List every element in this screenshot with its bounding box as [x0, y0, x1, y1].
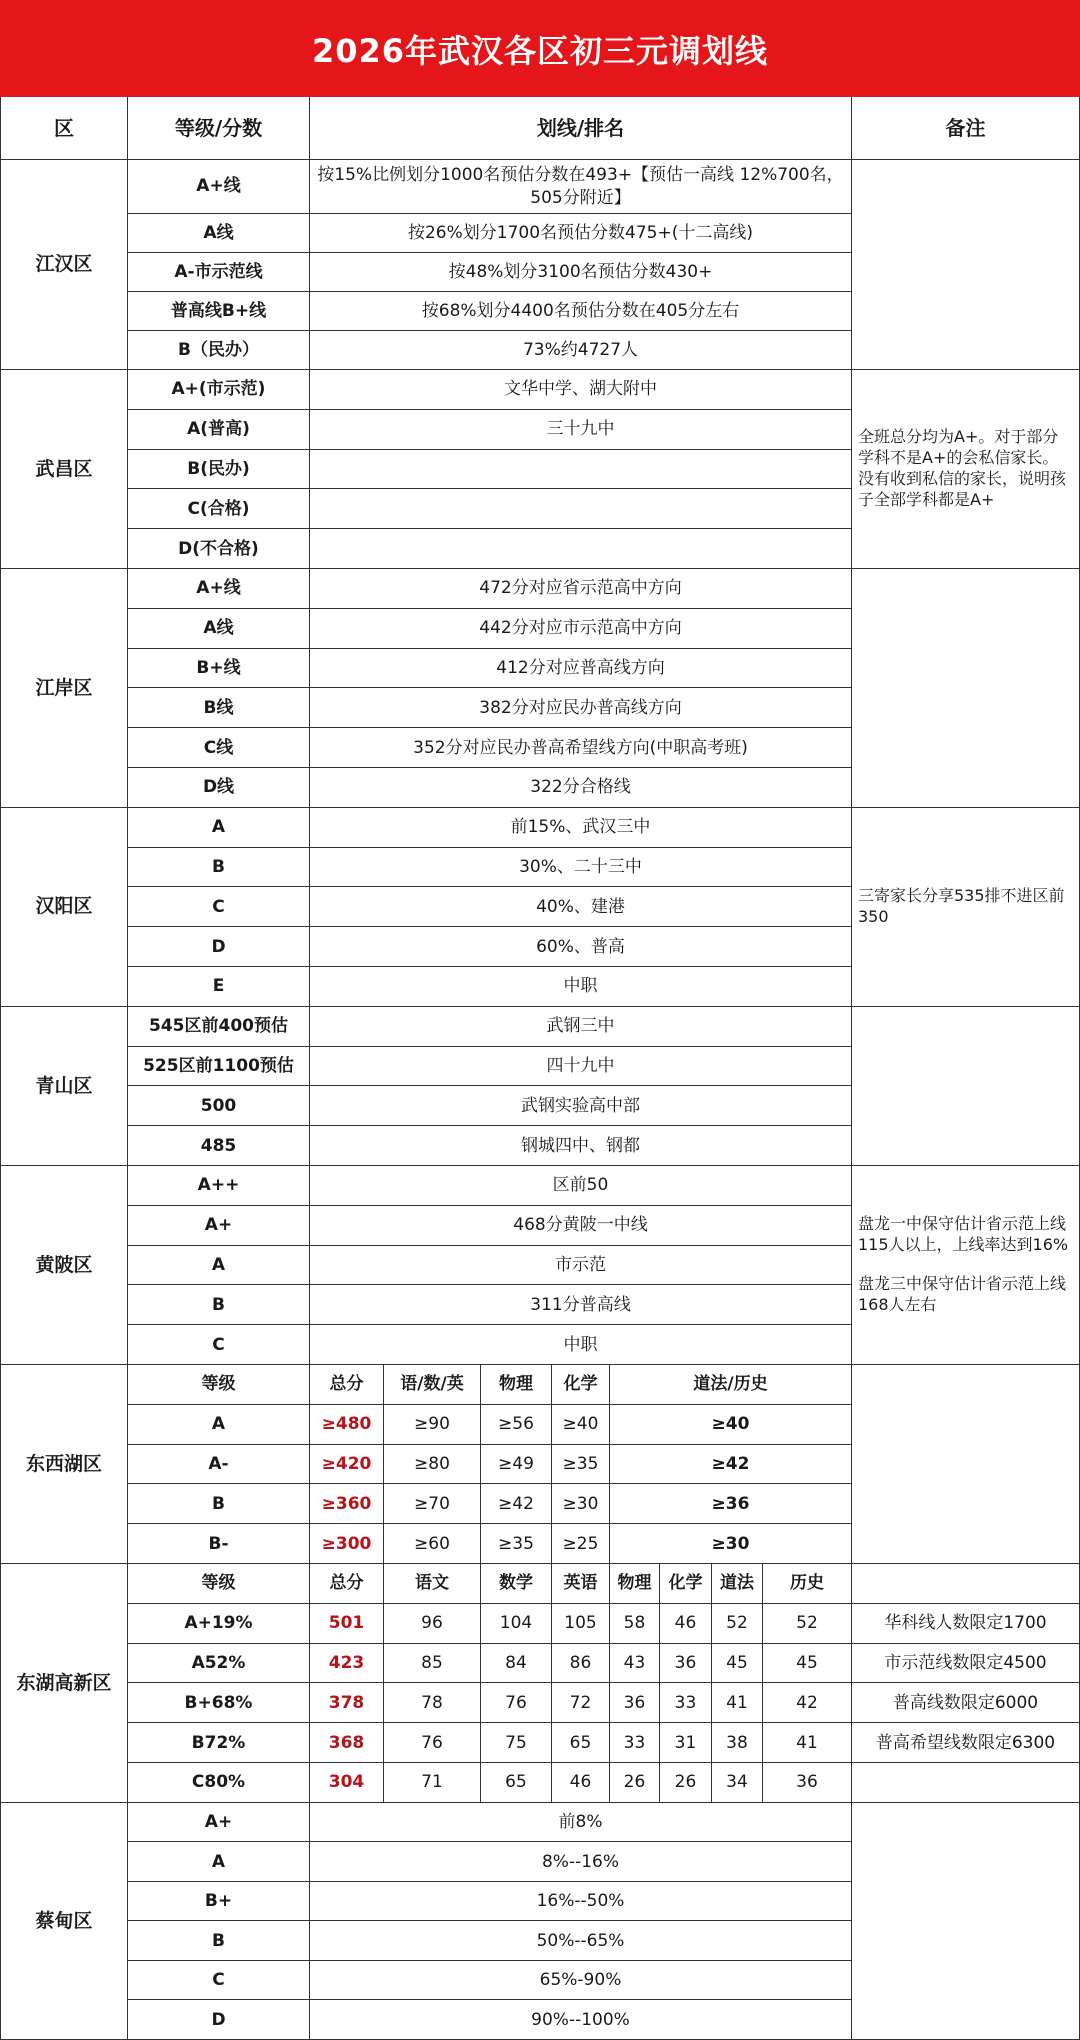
- donghu-cell: 304: [310, 1763, 384, 1803]
- donghu-cell: 43: [610, 1644, 660, 1684]
- line-cell: 文华中学、湖大附中: [310, 370, 852, 410]
- dongxihu-cell: ≥36: [610, 1484, 852, 1524]
- line-cell: 前15%、武汉三中: [310, 808, 852, 848]
- grade-cell: B: [128, 1285, 310, 1325]
- donghu-header: 语文: [384, 1564, 481, 1604]
- header-note: 备注: [852, 97, 1080, 160]
- donghu-cell: 104: [481, 1604, 552, 1644]
- line-cell: 中职: [310, 967, 852, 1007]
- line-cell: 50%--65%: [310, 1921, 852, 1961]
- donghu-cell: 36: [610, 1683, 660, 1723]
- donghu-cell: 96: [384, 1604, 481, 1644]
- line-cell: 412分对应普高线方向: [310, 649, 852, 689]
- grade-cell: E: [128, 967, 310, 1007]
- donghu-note-blank: [852, 1564, 1080, 1604]
- note-gap: [858, 1256, 1073, 1274]
- donghu-cell: 34: [712, 1763, 763, 1803]
- grade-cell: A: [128, 1246, 310, 1286]
- dongxihu-cell: A: [128, 1405, 310, 1445]
- district-huangpi: 黄陂区: [0, 1166, 128, 1365]
- grade-cell: A-市示范线: [128, 253, 310, 292]
- grade-cell: A+(市示范): [128, 370, 310, 410]
- donghu-cell: 52: [712, 1604, 763, 1644]
- donghu-cell: 38: [712, 1723, 763, 1763]
- donghu-cell: 33: [610, 1723, 660, 1763]
- dongxihu-cell: ≥42: [481, 1484, 552, 1524]
- dongxihu-header: 物理: [481, 1365, 552, 1405]
- line-cell: 钢城四中、钢都: [310, 1126, 852, 1166]
- grade-cell: C(合格): [128, 489, 310, 529]
- note-wuchang: [852, 370, 1080, 569]
- grade-cell: 525区前1100预估: [128, 1047, 310, 1087]
- line-cell: 三十九中: [310, 410, 852, 450]
- donghu-cell: A+19%: [128, 1604, 310, 1644]
- note-text: [858, 427, 1073, 510]
- district-donghu: 东湖高新区: [0, 1564, 128, 1803]
- note-paragraph: 三寄家长分享535排不进区前350: [858, 886, 1065, 926]
- donghu-cell: 26: [610, 1763, 660, 1803]
- line-cell: 468分黄陂一中线: [310, 1206, 852, 1246]
- grade-cell: A: [128, 1842, 310, 1882]
- note-jiangan: [852, 569, 1080, 808]
- donghu-cell: 78: [384, 1683, 481, 1723]
- donghu-cell: 423: [310, 1644, 384, 1684]
- donghu-header: 道法: [712, 1564, 763, 1604]
- dongxihu-header: 语/数/英: [384, 1365, 481, 1405]
- district-jiangan: 江岸区: [0, 569, 128, 808]
- grade-cell: A+线: [128, 160, 310, 214]
- grade-cell: D: [128, 927, 310, 967]
- grade-cell: 500: [128, 1086, 310, 1126]
- donghu-cell: B+68%: [128, 1683, 310, 1723]
- donghu-header: 化学: [660, 1564, 712, 1604]
- donghu-cell: 501: [310, 1604, 384, 1644]
- note-caidian: [852, 1803, 1080, 2040]
- dongxihu-cell: ≥60: [384, 1524, 481, 1564]
- line-cell: [310, 489, 852, 529]
- donghu-cell: 46: [552, 1763, 610, 1803]
- grade-cell: B线: [128, 688, 310, 728]
- dongxihu-cell: B-: [128, 1524, 310, 1564]
- donghu-cell: A52%: [128, 1644, 310, 1684]
- note-jianghan: [852, 160, 1080, 370]
- line-cell: 322分合格线: [310, 768, 852, 808]
- line-cell: 按15%比例划分1000名预估分数在493+【预估一高线 12%700名，505分附近】: [310, 160, 852, 214]
- donghu-header: 物理: [610, 1564, 660, 1604]
- grade-cell: C线: [128, 728, 310, 768]
- dongxihu-cell: A-: [128, 1445, 310, 1485]
- line-cell: 16%--50%: [310, 1882, 852, 1922]
- donghu-cell: 368: [310, 1723, 384, 1763]
- dongxihu-header: 化学: [552, 1365, 610, 1405]
- page-title: 2026年武汉各区初三元调划线: [0, 0, 1080, 97]
- donghu-header: 等级: [128, 1564, 310, 1604]
- donghu-cell: 42: [763, 1683, 852, 1723]
- donghu-cell: 86: [552, 1644, 610, 1684]
- note-text: [858, 1214, 1073, 1315]
- line-cell: 90%--100%: [310, 2000, 852, 2040]
- donghu-cell: 65: [481, 1763, 552, 1803]
- dongxihu-cell: ≥70: [384, 1484, 481, 1524]
- line-cell: [310, 450, 852, 490]
- donghu-cell: 45: [763, 1644, 852, 1684]
- grade-cell: A: [128, 808, 310, 848]
- district-hanyang: 汉阳区: [0, 808, 128, 1007]
- dongxihu-header: 等级: [128, 1365, 310, 1405]
- line-cell: [310, 529, 852, 569]
- donghu-cell: 76: [384, 1723, 481, 1763]
- dongxihu-cell: ≥30: [552, 1484, 610, 1524]
- line-cell: 311分普高线: [310, 1285, 852, 1325]
- donghu-cell: 41: [763, 1723, 852, 1763]
- grade-cell: A+: [128, 1206, 310, 1246]
- dongxihu-cell: ≥25: [552, 1524, 610, 1564]
- line-cell: 73%约4727人: [310, 331, 852, 370]
- header-line: 划线/排名: [310, 97, 852, 160]
- donghu-cell: 84: [481, 1644, 552, 1684]
- line-cell: 60%、普高: [310, 927, 852, 967]
- grade-cell: B(民办): [128, 450, 310, 490]
- donghu-cell: 105: [552, 1604, 610, 1644]
- donghu-cell: 65: [552, 1723, 610, 1763]
- donghu-note: 普高线数限定6000: [852, 1683, 1080, 1723]
- dongxihu-cell: ≥49: [481, 1445, 552, 1485]
- dongxihu-cell: ≥35: [481, 1524, 552, 1564]
- line-cell: 武钢实验高中部: [310, 1086, 852, 1126]
- donghu-cell: 378: [310, 1683, 384, 1723]
- line-cell: 按68%划分4400名预估分数在405分左右: [310, 292, 852, 331]
- donghu-cell: 45: [712, 1644, 763, 1684]
- grade-cell: B: [128, 1921, 310, 1961]
- donghu-header: 数学: [481, 1564, 552, 1604]
- line-cell: 四十九中: [310, 1047, 852, 1087]
- note-dongxihu: [852, 1365, 1080, 1564]
- donghu-note: [852, 1763, 1080, 1803]
- grade-cell: C: [128, 1961, 310, 2001]
- donghu-header: 历史: [763, 1564, 852, 1604]
- dongxihu-cell: ≥40: [610, 1405, 852, 1445]
- grade-cell: C: [128, 1325, 310, 1365]
- grade-cell: B+: [128, 1882, 310, 1922]
- donghu-note: 华科线人数限定1700: [852, 1604, 1080, 1644]
- donghu-cell: 41: [712, 1683, 763, 1723]
- line-cell: 按26%划分1700名预估分数475+(十二高线): [310, 214, 852, 253]
- dongxihu-cell: ≥42: [610, 1445, 852, 1485]
- note-hanyang: [852, 808, 1080, 1007]
- line-cell: 市示范: [310, 1246, 852, 1286]
- dongxihu-cell: ≥40: [552, 1405, 610, 1445]
- donghu-cell: 76: [481, 1683, 552, 1723]
- dongxihu-cell: B: [128, 1484, 310, 1524]
- grade-cell: A线: [128, 609, 310, 649]
- grade-cell: A+: [128, 1803, 310, 1843]
- grade-cell: A+线: [128, 569, 310, 609]
- donghu-cell: 52: [763, 1604, 852, 1644]
- grade-cell: D线: [128, 768, 310, 808]
- grade-cell: A++: [128, 1166, 310, 1206]
- grade-cell: B+线: [128, 649, 310, 689]
- donghu-cell: 31: [660, 1723, 712, 1763]
- grade-cell: B: [128, 848, 310, 888]
- line-cell: 40%、建港: [310, 887, 852, 927]
- donghu-cell: 71: [384, 1763, 481, 1803]
- donghu-cell: 33: [660, 1683, 712, 1723]
- line-cell: 382分对应民办普高线方向: [310, 688, 852, 728]
- line-cell: 65%-90%: [310, 1961, 852, 2001]
- grade-cell: C: [128, 887, 310, 927]
- grade-cell: B（民办）: [128, 331, 310, 370]
- grade-cell: 545区前400预估: [128, 1007, 310, 1047]
- donghu-cell: 75: [481, 1723, 552, 1763]
- line-cell: 8%--16%: [310, 1842, 852, 1882]
- dongxihu-cell: ≥480: [310, 1405, 384, 1445]
- grade-cell: 485: [128, 1126, 310, 1166]
- note-text: [858, 886, 1073, 928]
- grade-cell: A线: [128, 214, 310, 253]
- dongxihu-header: 道法/历史: [610, 1365, 852, 1405]
- donghu-cell: B72%: [128, 1723, 310, 1763]
- district-wuchang: 武昌区: [0, 370, 128, 569]
- line-cell: 区前50: [310, 1166, 852, 1206]
- district-jianghan: 江汉区: [0, 160, 128, 370]
- header-grade: 等级/分数: [128, 97, 310, 160]
- grade-cell: D: [128, 2000, 310, 2040]
- donghu-cell: 26: [660, 1763, 712, 1803]
- note-huangpi: [852, 1166, 1080, 1365]
- line-cell: 472分对应省示范高中方向: [310, 569, 852, 609]
- note-paragraph: 盘龙一中保守估计省示范上线115人以上，上线率达到16%: [858, 1214, 1069, 1255]
- donghu-cell: 46: [660, 1604, 712, 1644]
- dongxihu-cell: ≥56: [481, 1405, 552, 1445]
- donghu-note: 市示范线数限定4500: [852, 1644, 1080, 1684]
- district-dongxihu: 东西湖区: [0, 1365, 128, 1564]
- dongxihu-cell: ≥420: [310, 1445, 384, 1485]
- dongxihu-cell: ≥300: [310, 1524, 384, 1564]
- donghu-cell: 85: [384, 1644, 481, 1684]
- donghu-header: 英语: [552, 1564, 610, 1604]
- dongxihu-cell: ≥35: [552, 1445, 610, 1485]
- line-cell: 352分对应民办普高希望线方向(中职高考班): [310, 728, 852, 768]
- donghu-header: 总分: [310, 1564, 384, 1604]
- note-qingshan: [852, 1007, 1080, 1166]
- dongxihu-cell: ≥360: [310, 1484, 384, 1524]
- donghu-note: 普高希望线数限定6300: [852, 1723, 1080, 1763]
- line-cell: 武钢三中: [310, 1007, 852, 1047]
- note-paragraph: 盘龙三中保守估计省示范上线168人左右: [858, 1274, 1067, 1314]
- line-cell: 中职: [310, 1325, 852, 1365]
- grade-cell: D(不合格): [128, 529, 310, 569]
- note-paragraph: 全班总分均为A+。对于部分学科不是A+的会私信家长。没有收到私信的家长，说明孩子全部学科都是A+: [858, 427, 1067, 509]
- header-district: 区: [0, 97, 128, 160]
- district-qingshan: 青山区: [0, 1007, 128, 1166]
- dongxihu-header: 总分: [310, 1365, 384, 1405]
- donghu-cell: C80%: [128, 1763, 310, 1803]
- line-cell: 30%、二十三中: [310, 848, 852, 888]
- donghu-cell: 58: [610, 1604, 660, 1644]
- donghu-cell: 72: [552, 1683, 610, 1723]
- dongxihu-cell: ≥90: [384, 1405, 481, 1445]
- dongxihu-cell: ≥80: [384, 1445, 481, 1485]
- cutoff-table: [0, 97, 1080, 2040]
- grade-cell: 普高线B+线: [128, 292, 310, 331]
- district-caidian: 蔡甸区: [0, 1803, 128, 2040]
- line-cell: 442分对应市示范高中方向: [310, 609, 852, 649]
- grade-cell: A(普高): [128, 410, 310, 450]
- line-cell: 按48%划分3100名预估分数430+: [310, 253, 852, 292]
- line-cell: 前8%: [310, 1803, 852, 1843]
- donghu-cell: 36: [660, 1644, 712, 1684]
- donghu-cell: 36: [763, 1763, 852, 1803]
- dongxihu-cell: ≥30: [610, 1524, 852, 1564]
